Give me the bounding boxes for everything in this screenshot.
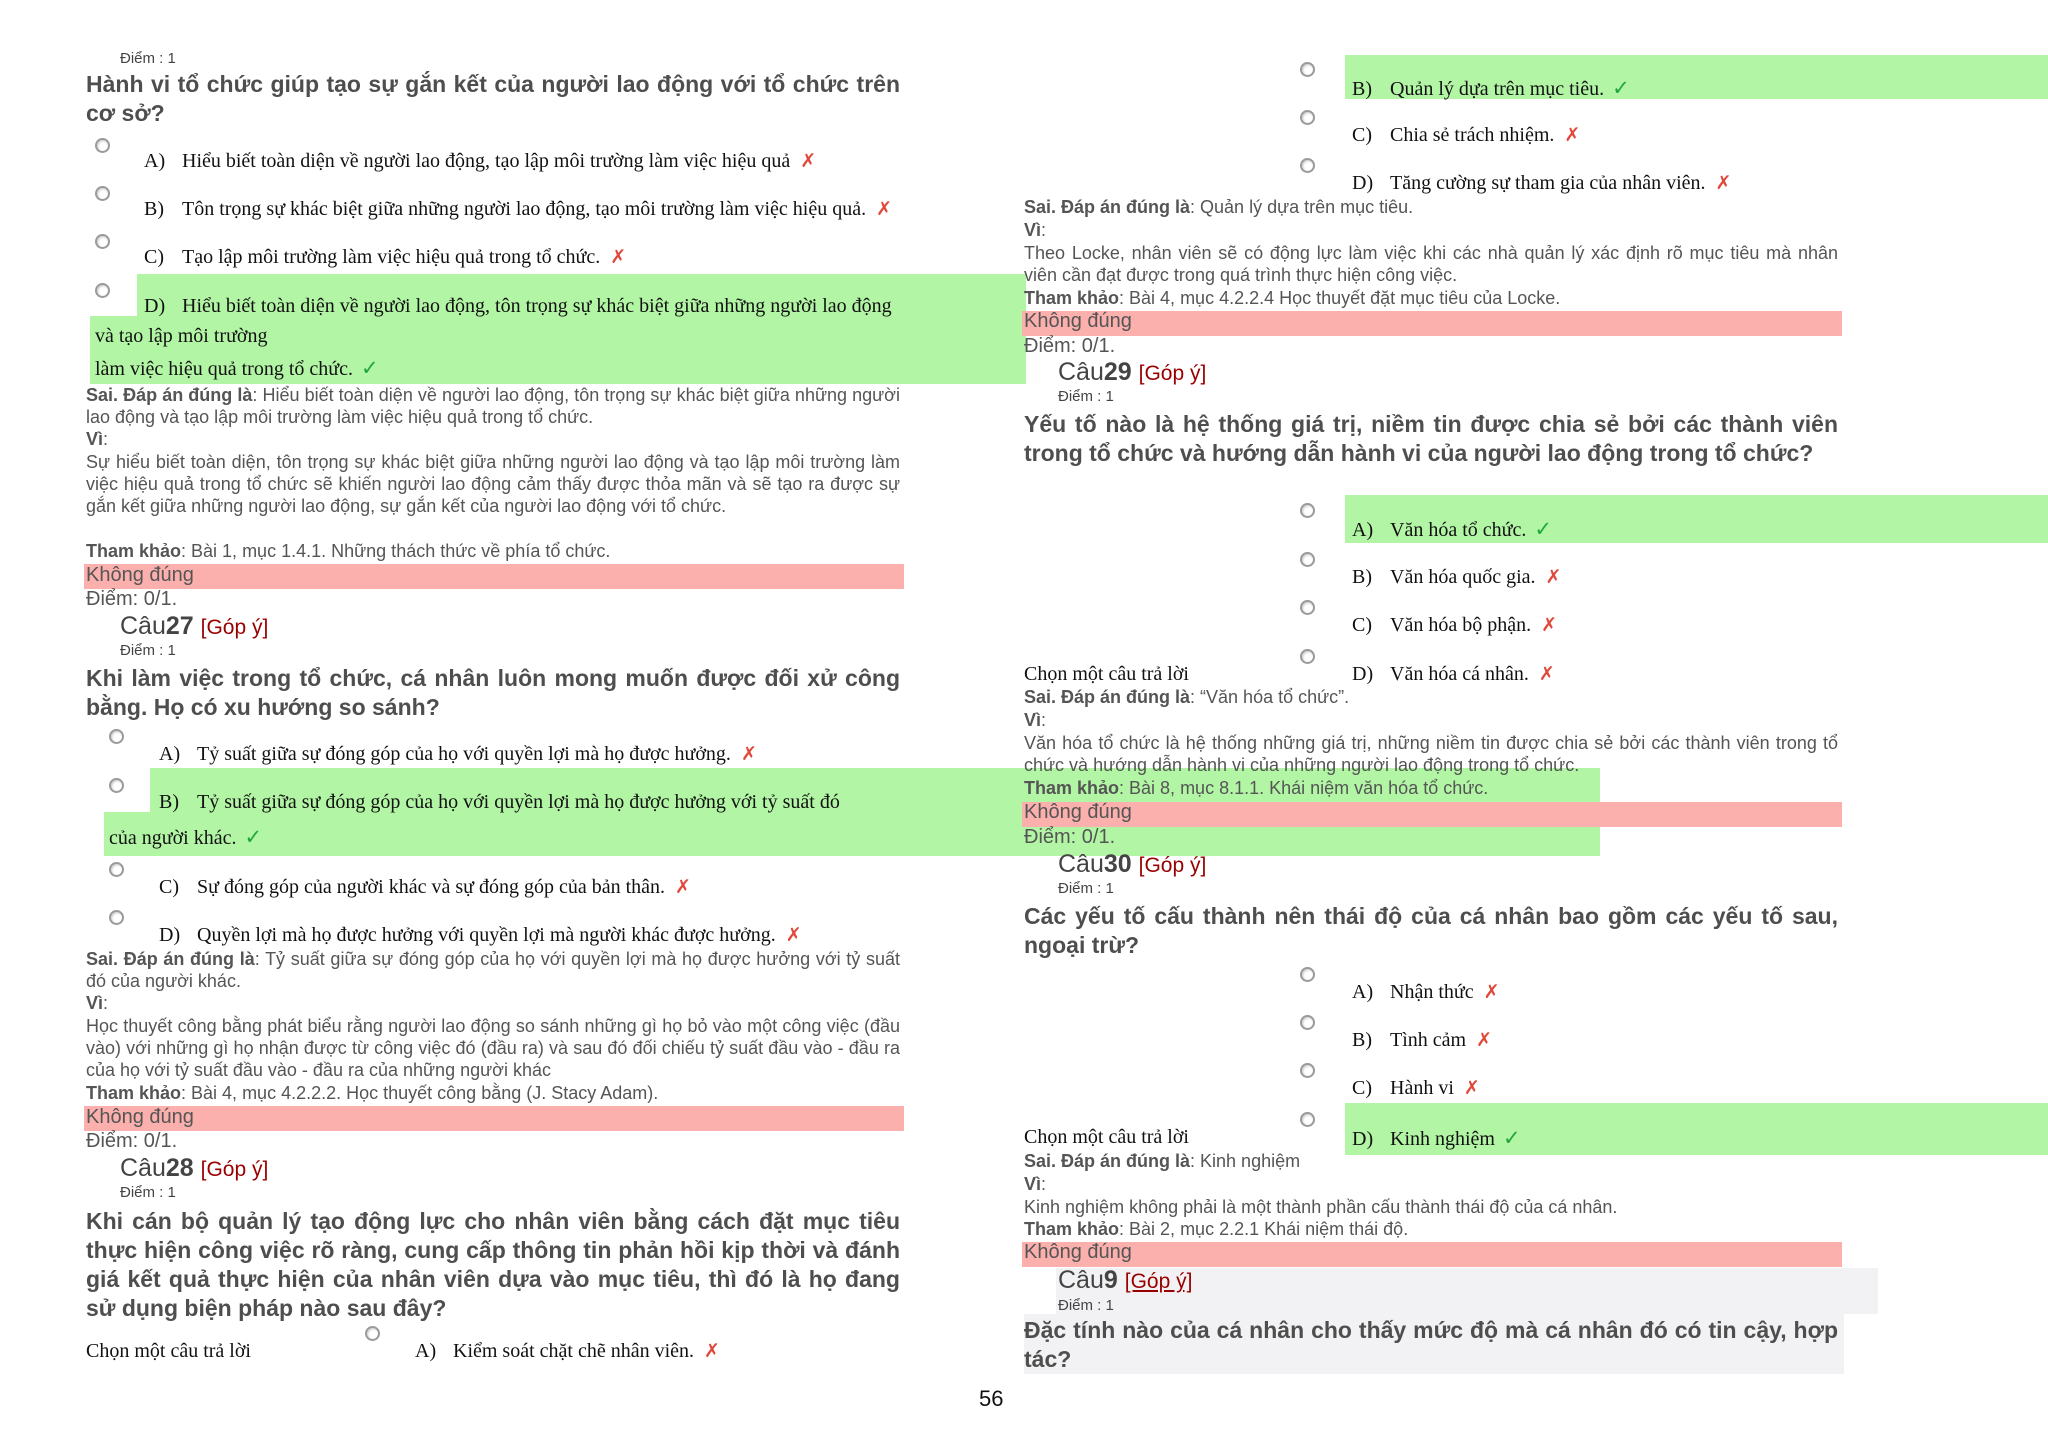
question-number: Câu27 [Góp ý]	[120, 612, 269, 640]
radio-option-b[interactable]	[95, 186, 110, 201]
option-a: A) Văn hóa tổ chức. ✓	[1352, 517, 1552, 541]
question-text: Khi cán bộ quản lý tạo động lực cho nhân viên bằng cách đặt mục tiêu thực hiện công việc rõ ràng, cung cấp thông tin phản hồi kịp thời và đánh giá kết quả thực hiện của nhân viên dựa vào mục tiêu, thì đó là họ đang sử dụng biện pháp nào sau đây?	[86, 1208, 900, 1321]
question-score: Điểm : 1	[1058, 880, 1114, 897]
feedback-answer: Sai. Đáp án đúng là: Tỷ suất giữa sự đóng góp của họ với quyền lợi mà họ được hưởng với tỷ suất đó của người khác.	[86, 949, 900, 991]
status-text: Không đúng	[86, 564, 194, 586]
radio-option-b[interactable]	[109, 778, 124, 793]
feedback-reason: Văn hóa tổ chức là hệ thống những giá trị, những niềm tin được chia sẻ bởi các thành viên trong tổ chức và hướng dẫn hành vi của những người lao động trong tổ chức.	[1024, 733, 1838, 775]
wrong-icon: ✗	[1715, 172, 1732, 194]
radio-option-c[interactable]	[1300, 600, 1315, 615]
question-score: Điểm : 1	[1058, 1297, 1114, 1314]
feedback-reason: Kinh nghiệm không phải là một thành phần cấu thành thái độ của cá nhân.	[1024, 1197, 1618, 1217]
check-icon: ✓	[1503, 1126, 1521, 1150]
check-icon: ✓	[1612, 76, 1630, 100]
option-b-line2: của người khác. ✓	[109, 825, 263, 849]
option-a: A) Tỷ suất giữa sự đóng góp của họ với quyền lợi mà họ được hưởng. ✗	[159, 743, 757, 765]
question-score: Điểm : 1	[1058, 388, 1114, 405]
feedback-link[interactable]: [Góp ý]	[1124, 1270, 1193, 1293]
status-text: Không đúng	[1024, 801, 1132, 823]
option-c: C) Chia sẻ trách nhiệm. ✗	[1352, 124, 1581, 146]
status-text: Không đúng	[1024, 310, 1132, 332]
wrong-icon: ✗	[876, 198, 893, 220]
wrong-icon: ✗	[1541, 614, 1557, 636]
feedback-link[interactable]: [Góp ý]	[200, 1158, 269, 1181]
question-number: Câu28 [Góp ý]	[120, 1154, 269, 1182]
question-text: Đặc tính nào của cá nhân cho thấy mức độ mà cá nhân đó có tin cậy, hợp tác?	[1024, 1317, 1838, 1372]
points-text: Điểm: 0/1.	[1024, 826, 1116, 848]
wrong-icon: ✗	[1483, 981, 1500, 1003]
radio-option-c[interactable]	[1300, 1063, 1315, 1078]
feedback-reason-label: Vì:	[86, 429, 109, 449]
option-c: C) Tạo lập môi trường làm việc hiệu quả trong tổ chức. ✗	[144, 246, 627, 268]
feedback-reason-label: Vì:	[86, 993, 109, 1013]
feedback-reason-label: Vì:	[1024, 710, 1047, 730]
feedback-reference: Tham khảo: Bài 4, mục 4.2.2.2. Học thuyết công bằng (J. Stacy Adam).	[86, 1083, 659, 1103]
radio-option-d[interactable]	[1300, 649, 1315, 664]
option-a: A) Hiểu biết toàn diện về người lao động, tạo lập môi trường làm việc hiệu quả ✗	[144, 150, 817, 172]
option-a: A) Nhận thức ✗	[1352, 981, 1500, 1003]
option-d: D) Kinh nghiệm ✓	[1352, 1126, 1521, 1150]
wrong-icon: ✗	[785, 924, 802, 946]
radio-option-c[interactable]	[1300, 110, 1315, 125]
check-icon: ✓	[1534, 517, 1552, 541]
radio-option-a[interactable]	[109, 729, 124, 744]
wrong-icon: ✗	[1564, 124, 1581, 146]
wrong-icon: ✗	[740, 743, 757, 765]
option-c: C) Hành vi ✗	[1352, 1077, 1480, 1099]
radio-option-d[interactable]	[1300, 1112, 1315, 1127]
wrong-icon: ✗	[675, 876, 691, 898]
question-number: Câu30 [Góp ý]	[1058, 850, 1207, 878]
feedback-reason-label: Vì:	[1024, 220, 1047, 240]
points-text: Điểm: 0/1.	[86, 1130, 178, 1152]
points-text: Điểm: 0/1.	[86, 588, 178, 610]
radio-option-b[interactable]	[1300, 552, 1315, 567]
feedback-reason: Theo Locke, nhân viên sẽ có động lực làm việc khi các nhà quản lý xác định rõ mục tiêu mà nhân viên cần đạt được trong quá trình thực hiện công việc.	[1024, 243, 1838, 285]
question-text: Yếu tố nào là hệ thống giá trị, niềm tin được chia sẻ bởi các thành viên trong tổ chức và hướng dẫn hành vi của người lao động trong tổ chức?	[1024, 411, 1838, 466]
feedback-link[interactable]: [Góp ý]	[200, 616, 269, 639]
status-bar	[1022, 802, 1842, 827]
status-bar	[1022, 1242, 1842, 1267]
option-b: B) Văn hóa quốc gia. ✗	[1352, 566, 1562, 588]
wrong-icon: ✗	[1463, 1077, 1480, 1099]
choose-answer-label: Chọn một câu trả lời	[1024, 663, 1189, 685]
feedback-answer: Sai. Đáp án đúng là: Hiểu biết toàn diện về người lao động, tôn trọng sự khác biệt giữa những người lao động và tạo lập môi trường làm việc hiệu quả trong tổ chức.	[86, 385, 900, 427]
status-text: Không đúng	[86, 1106, 194, 1128]
check-icon: ✓	[360, 356, 379, 380]
status-text: Không đúng	[1024, 1241, 1132, 1263]
feedback-reference: Tham khảo: Bài 8, mục 8.1.1. Khái niệm văn hóa tổ chức.	[1024, 778, 1489, 798]
status-bar	[84, 1106, 904, 1131]
feedback-reason: Học thuyết công bằng phát biểu rằng người lao động so sánh những gì họ bỏ vào một công việc (đầu vào) với những gì họ nhận được từ công việc đó (đầu ra) và sau đó đối chiếu tỷ suất đầu vào - đầu ra của họ với tỷ suất đầu vào - đầu ra của những người khác	[86, 1016, 900, 1080]
radio-option-b[interactable]	[1300, 62, 1315, 77]
option-c: C) Sự đóng góp của người khác và sự đóng góp của bản thân. ✗	[159, 876, 691, 898]
question-number: Câu9 [Góp ý]	[1058, 1266, 1193, 1294]
radio-option-b[interactable]	[1300, 1015, 1315, 1030]
feedback-reason-label: Vì:	[1024, 1174, 1047, 1194]
option-d: D) Tăng cường sự tham gia của nhân viên. ✗	[1352, 172, 1732, 194]
choose-answer-label: Chọn một câu trả lời	[86, 1340, 251, 1362]
option-d: D) Hiểu biết toàn diện về người lao động, tôn trọng sự khác biệt giữa những người lao động	[144, 295, 892, 317]
question-text: Các yếu tố cấu thành nên thái độ của cá nhân bao gồm các yếu tố sau, ngoại trừ?	[1024, 903, 1838, 958]
question-number: Câu29 [Góp ý]	[1058, 358, 1207, 386]
question-score: Điểm : 1	[120, 50, 176, 67]
feedback-reference: Tham khảo: Bài 2, mục 2.2.1 Khái niệm thái độ.	[1024, 1219, 1409, 1239]
option-b: B) Quản lý dựa trên mục tiêu. ✓	[1352, 76, 1630, 100]
option-c: C) Văn hóa bộ phận. ✗	[1352, 614, 1557, 636]
feedback-reason: Sự hiểu biết toàn diện, tôn trọng sự khác biệt giữa những người lao động và tạo lập môi trường làm việc hiệu quả trong tổ chức sẽ khiến người lao động cảm thấy được thỏa mãn và sẽ tạo ra được sự gắn kết giữa những người lao động, sự gắn kết của người lao động với tổ chức.	[86, 452, 900, 516]
option-d: D) Văn hóa cá nhân. ✗	[1352, 663, 1555, 685]
wrong-icon: ✗	[610, 246, 627, 268]
page-number: 56	[979, 1386, 1004, 1411]
radio-option-a[interactable]	[95, 138, 110, 153]
feedback-answer: Sai. Đáp án đúng là: Kinh nghiệm	[1024, 1151, 1301, 1171]
option-d: D) Quyền lợi mà họ được hưởng với quyền lợi mà người khác được hưởng. ✗	[159, 924, 802, 946]
question-score: Điểm : 1	[120, 1184, 176, 1201]
option-a: A) Kiểm soát chặt chẽ nhân viên. ✗	[415, 1340, 720, 1362]
option-b: B) Tôn trọng sự khác biệt giữa những người lao động, tạo môi trường làm việc hiệu quả. ✗	[144, 198, 893, 220]
radio-option-d[interactable]	[109, 910, 124, 925]
radio-option-c[interactable]	[95, 234, 110, 249]
points-text: Điểm: 0/1.	[1024, 335, 1116, 357]
wrong-icon: ✗	[1476, 1029, 1493, 1051]
radio-option-a[interactable]	[365, 1326, 380, 1341]
question-score: Điểm : 1	[120, 642, 176, 659]
radio-option-a[interactable]	[1300, 967, 1315, 982]
option-d-line2: và tạo lập môi trường	[95, 325, 268, 347]
radio-option-d[interactable]	[95, 283, 110, 298]
option-b: B) Tỷ suất giữa sự đóng góp của họ với quyền lợi mà họ được hưởng với tỷ suất đó	[159, 791, 840, 813]
wrong-icon: ✗	[704, 1340, 720, 1362]
status-bar	[1022, 311, 1842, 336]
status-bar	[84, 564, 904, 589]
radio-option-c[interactable]	[109, 862, 124, 877]
option-d-line3: làm việc hiệu quả trong tổ chức. ✓	[95, 356, 379, 380]
feedback-answer: Sai. Đáp án đúng là: “Văn hóa tổ chức”.	[1024, 687, 1350, 707]
radio-option-a[interactable]	[1300, 503, 1315, 518]
feedback-link[interactable]: [Góp ý]	[1138, 362, 1207, 385]
question-text: Khi làm việc trong tổ chức, cá nhân luôn mong muốn được đối xử công bằng. Họ có xu hướng so sánh?	[86, 665, 900, 720]
feedback-link[interactable]: [Góp ý]	[1138, 854, 1207, 877]
feedback-answer: Sai. Đáp án đúng là: Quản lý dựa trên mục tiêu.	[1024, 197, 1414, 217]
wrong-icon: ✗	[800, 150, 817, 172]
choose-answer-label: Chọn một câu trả lời	[1024, 1126, 1189, 1148]
wrong-icon: ✗	[1545, 566, 1562, 588]
wrong-icon: ✗	[1538, 663, 1555, 685]
question-text: Hành vi tổ chức giúp tạo sự gắn kết của người lao động với tổ chức trên cơ sở?	[86, 71, 900, 126]
radio-option-d[interactable]	[1300, 158, 1315, 173]
feedback-reference: Tham khảo: Bài 4, mục 4.2.2.4 Học thuyết đặt mục tiêu của Locke.	[1024, 288, 1561, 308]
check-icon: ✓	[244, 825, 263, 849]
option-b: B) Tình cảm ✗	[1352, 1029, 1493, 1051]
feedback-reference: Tham khảo: Bài 1, mục 1.4.1. Những thách thức về phía tổ chức.	[86, 541, 611, 561]
